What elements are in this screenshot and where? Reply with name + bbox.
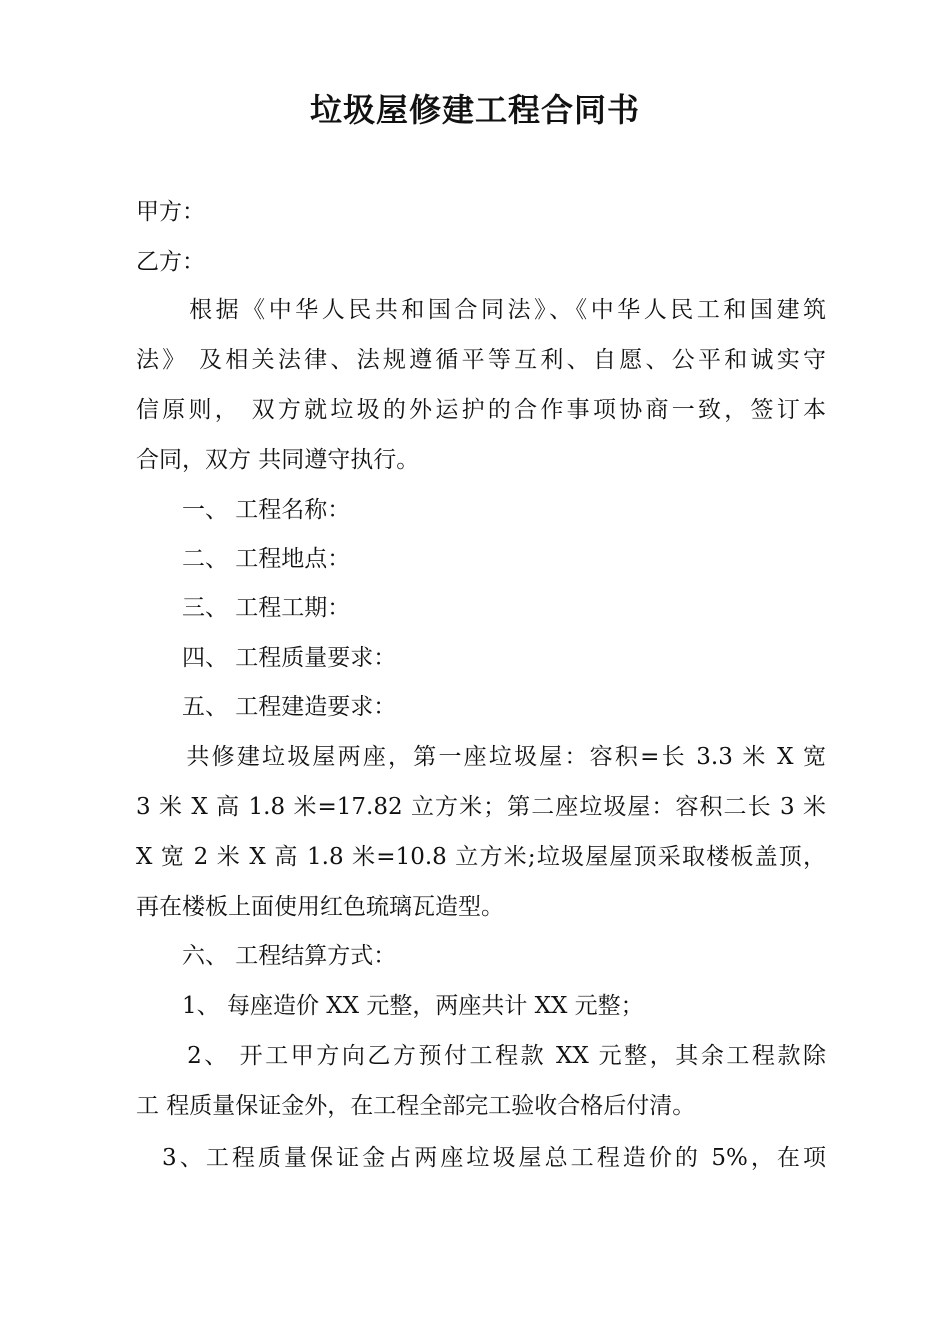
section-project-location: 二、 工程地点： <box>136 546 351 572</box>
preamble-line-1: 根据《中华人民共和国合同法》、《中华人民工和国建筑 <box>136 297 826 323</box>
preamble-line-4: 合同，双方 共同遵守执行。 <box>136 447 420 473</box>
document-title: 垃圾屋修建工程合同书 <box>309 91 640 129</box>
preamble-line-2: 法》 及相关法律、法规遵循平等互利、自愿、公平和诚实守 <box>136 347 826 373</box>
settlement-item-2-line-1: 2、 开工甲方向乙方预付工程款 XX 元整，其余工程款除 <box>136 1043 826 1069</box>
settlement-item-2-line-2: 工 程质量保证金外，在工程全部完工验收合格后付清。 <box>136 1093 696 1119</box>
section-quality-requirements: 四、 工程质量要求： <box>136 645 397 671</box>
section-settlement-method: 六、 工程结算方式： <box>136 943 397 969</box>
construction-detail-line-4: 再在楼板上面使用红色琉璃瓦造型。 <box>136 894 504 920</box>
settlement-item-3-line-1: 3、工程质量保证金占两座垃圾屋总工程造价的 5%，在项 <box>136 1145 826 1171</box>
party-b-line: 乙方： <box>136 249 205 275</box>
preamble-line-3: 信原则， 双方就垃圾的外运护的合作事项协商一致，签订本 <box>136 397 826 423</box>
settlement-item-1: 1、 每座造价 XX 元整，两座共计 XX 元整； <box>136 993 644 1019</box>
section-project-name: 一、 工程名称： <box>136 497 351 523</box>
party-a-line: 甲方： <box>136 199 205 225</box>
construction-detail-line-1: 共修建垃圾屋两座，第一座垃圾屋：容积=长 3.3 米 X 宽 <box>136 744 826 770</box>
section-construction-requirements: 五、 工程建造要求： <box>136 694 397 720</box>
construction-detail-line-3: X 宽 2 米 X 高 1.8 米=10.8 立方米;垃圾屋屋顶采取楼板盖顶， <box>136 844 826 870</box>
section-project-duration: 三、 工程工期： <box>136 595 351 621</box>
construction-detail-line-2: 3 米 X 高 1.8 米=17.82 立方米；第二座垃圾屋：容积二长 3 米 <box>136 794 826 820</box>
